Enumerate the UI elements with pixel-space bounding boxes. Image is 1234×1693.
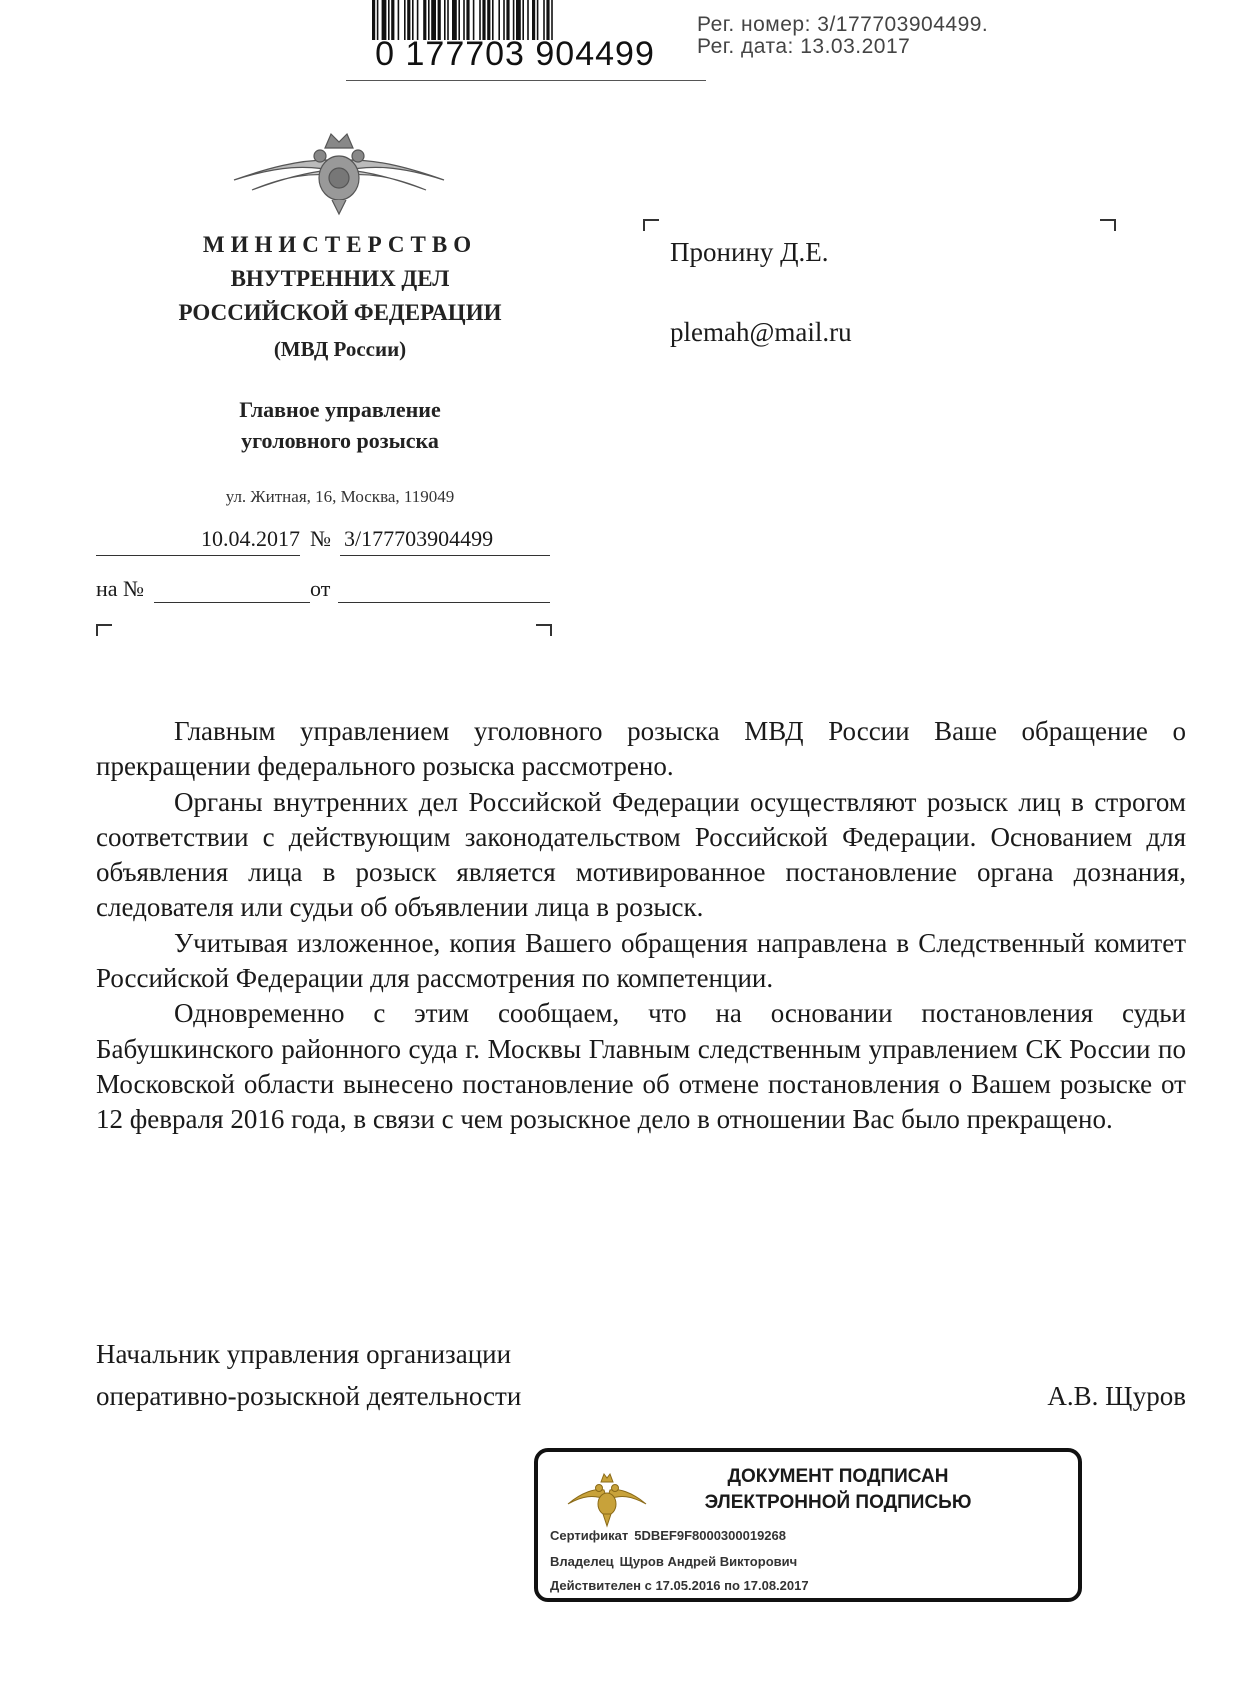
owner-label: Владелец [550, 1554, 614, 1569]
ministry-title-line: ВНУТРЕННИХ ДЕЛ [230, 266, 450, 291]
number-underline [340, 555, 550, 556]
barcode-icon [372, 0, 680, 40]
reference-number-blank [154, 602, 310, 603]
mvd-emblem-icon [566, 1466, 648, 1532]
letter-body [96, 714, 1186, 1138]
ministry-address: ул. Житная, 16, Москва, 119049 [225, 487, 455, 506]
corner-mark [1100, 219, 1116, 231]
stamp-validity: Действителен с 17.05.2016 по 17.08.2017 [550, 1578, 809, 1593]
corner-mark [643, 219, 659, 231]
reference-number-label: на № [96, 576, 145, 601]
barcode-digits: 0 177703 904499 [375, 35, 655, 73]
document-number: 3/177703904499 [344, 526, 494, 551]
stamp-title: ЭЛЕКТРОННОЙ ПОДПИСЬЮ [704, 1492, 972, 1513]
document-date: 10.04.2017 [201, 526, 300, 551]
stamp-title: ДОКУМЕНТ ПОДПИСАН [727, 1466, 949, 1487]
date-underline [96, 555, 300, 556]
certificate-label: Сертификат [550, 1528, 629, 1543]
registration-date: Рег. дата: 13.03.2017 [697, 35, 911, 58]
mvd-eagle-emblem-icon [228, 120, 450, 216]
certificate-value: 5DBEF9F8000300019268 [634, 1528, 786, 1543]
reference-date-label: от [310, 576, 331, 601]
signer-position: Начальник управления организации [96, 1339, 512, 1369]
ministry-abbreviation: (МВД России) [273, 337, 407, 361]
stamp-owner-row [550, 1554, 797, 1569]
body-paragraph: Учитывая изложенное, копия Вашего обращения направлена в Следственный комитет Российской Федерации для рассмотрения по компетенции. [96, 927, 1186, 994]
divider [346, 80, 706, 81]
corner-mark [96, 624, 112, 636]
ministry-title-line: РОССИЙСКОЙ ФЕДЕРАЦИИ [178, 300, 502, 325]
department-name: Главное управление [239, 397, 441, 422]
signer-name: А.В. Щуров [1047, 1381, 1186, 1411]
body-paragraph: Органы внутренних дел Российской Федерации осуществляют розыск лиц в строгом соответствии с действующим законодательством Российской Федерации. Основанием для объявления лица в розыск является мотивированное постановление органа дознания, следователя или судьи об объявлении лица в розыск. [96, 786, 1186, 923]
body-paragraph: Одновременно с этим сообщаем, что на основании постановления судьи Бабушкинского районного суда г. Москвы Главным следственным управлением СК России по Московской области вынесено постановление об отмене постановления о Вашем розыске от 12 февраля 2016 года, в связи с чем розыскное дело в отношении Вас было прекращено. [96, 998, 1186, 1135]
reference-date-blank [338, 602, 550, 603]
ministry-title: МИНИСТЕРСТВО [202, 232, 478, 257]
body-paragraph: Главным управлением уголовного розыска МВД России Ваше обращение о прекращении федерального розыска рассмотрено. [96, 716, 1186, 782]
signer-position: оперативно-розыскной деятельности [96, 1381, 522, 1411]
registration-number: Рег. номер: 3/177703904499. [697, 13, 989, 36]
stamp-certificate-row [550, 1528, 786, 1543]
addressee-name: Пронину Д.Е. [670, 237, 829, 267]
number-label: № [310, 526, 331, 551]
electronic-signature-stamp [534, 1448, 1082, 1602]
corner-mark [536, 624, 552, 636]
owner-value: Щуров Андрей Викторович [619, 1554, 798, 1569]
addressee-email: plemah@mail.ru [670, 317, 852, 347]
department-name: уголовного розыска [241, 428, 439, 453]
